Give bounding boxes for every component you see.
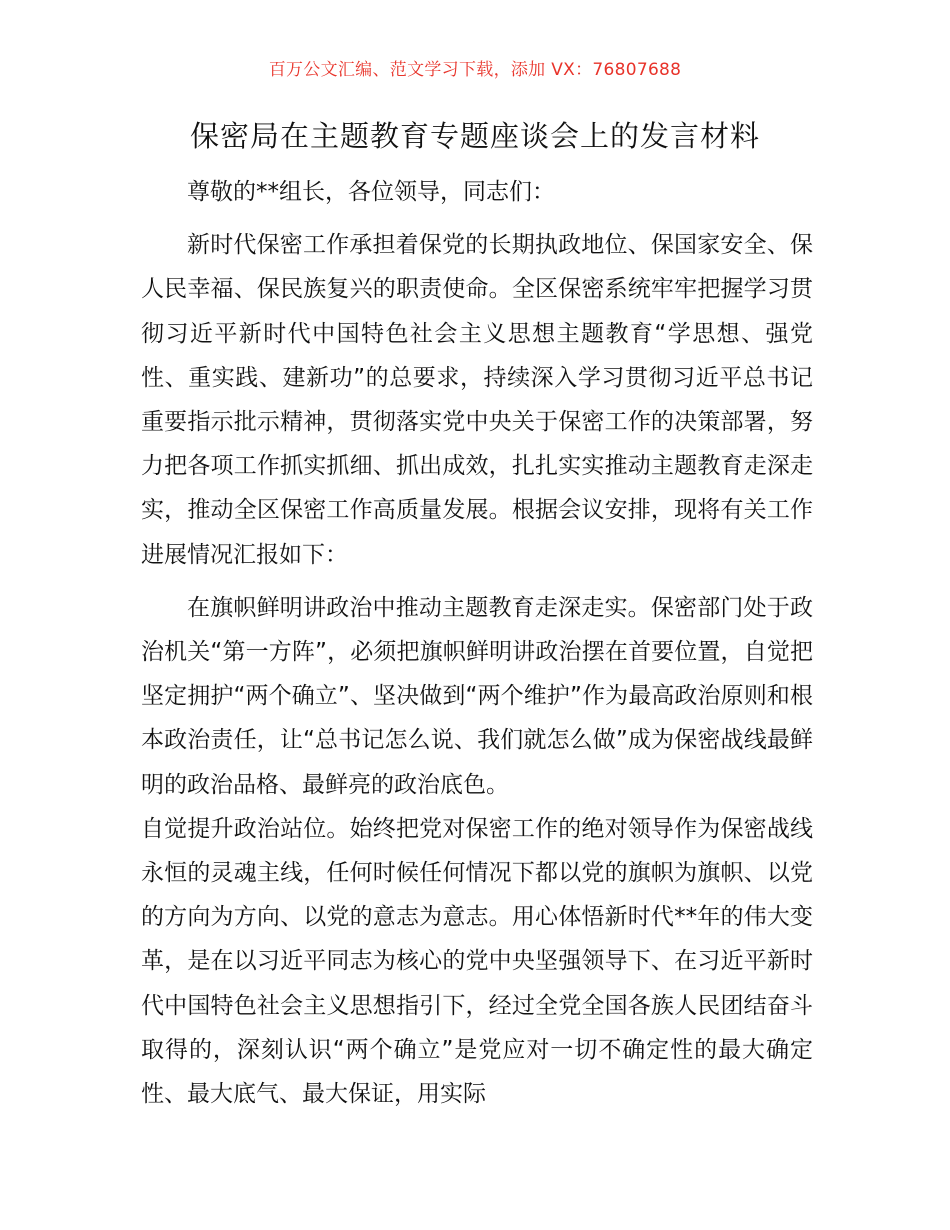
greeting: 尊敬的**组长，各位领导，同志们：	[187, 179, 555, 205]
document-title: 保密局在主题教育专题座谈会上的发言材料	[189, 119, 760, 153]
paragraph-intro: 新时代保密工作承担着保党的长期执政地位、保国家安全、保人民幸福、保民族复兴的职责使命。全区保密系统牢牢把握学习贯彻习近平新时代中国特色社会主义思想主题教育“学思想、强党性、重实践、建新功”的总要求，持续深入学习贯彻习近平总书记重要指示批示精神，贯彻落实党中央关于保密工作的决策部署，努力把各项工作抓实抓细、抓出成效，扎扎实实推动主题教育走深走实，推动全区保密工作高质量发展。根据会议安排，现将有关工作进展情况汇报如下：	[141, 232, 813, 568]
header-watermark: 百万公文汇编、范文学习下载，添加 VX：76807688	[268, 60, 682, 80]
document-body	[141, 170, 813, 1116]
paragraph-politics: 在旗帜鲜明讲政治中推动主题教育走深走实。保密部门处于政治机关“第一方阵”，必须把旗帜鲜明讲政治摆在首要位置，自觉把坚定拥护“两个确立”、坚决做到“两个维护”作为最高政治原则和根本政治责任，让“总书记怎么说、我们就怎么做”成为保密战线最鲜明的政治品格、最鲜亮的政治底色。	[141, 594, 813, 798]
paragraph-political-stance: 自觉提升政治站位。始终把党对保密工作的绝对领导作为保密战线永恒的灵魂主线，任何时候任何情况下都以党的旗帜为旗帜、以党的方向为方向、以党的意志为意志。用心体悟新时代**年的伟大变革，是在以习近平同志为核心的党中央坚强领导下、在习近平新时代中国特色社会主义思想指引下，经过全党全国各族人民团结奋斗取得的，深刻认识“两个确立”是党应对一切不确定性的最大确定性、最大底气、最大保证，用实际	[141, 815, 813, 1108]
